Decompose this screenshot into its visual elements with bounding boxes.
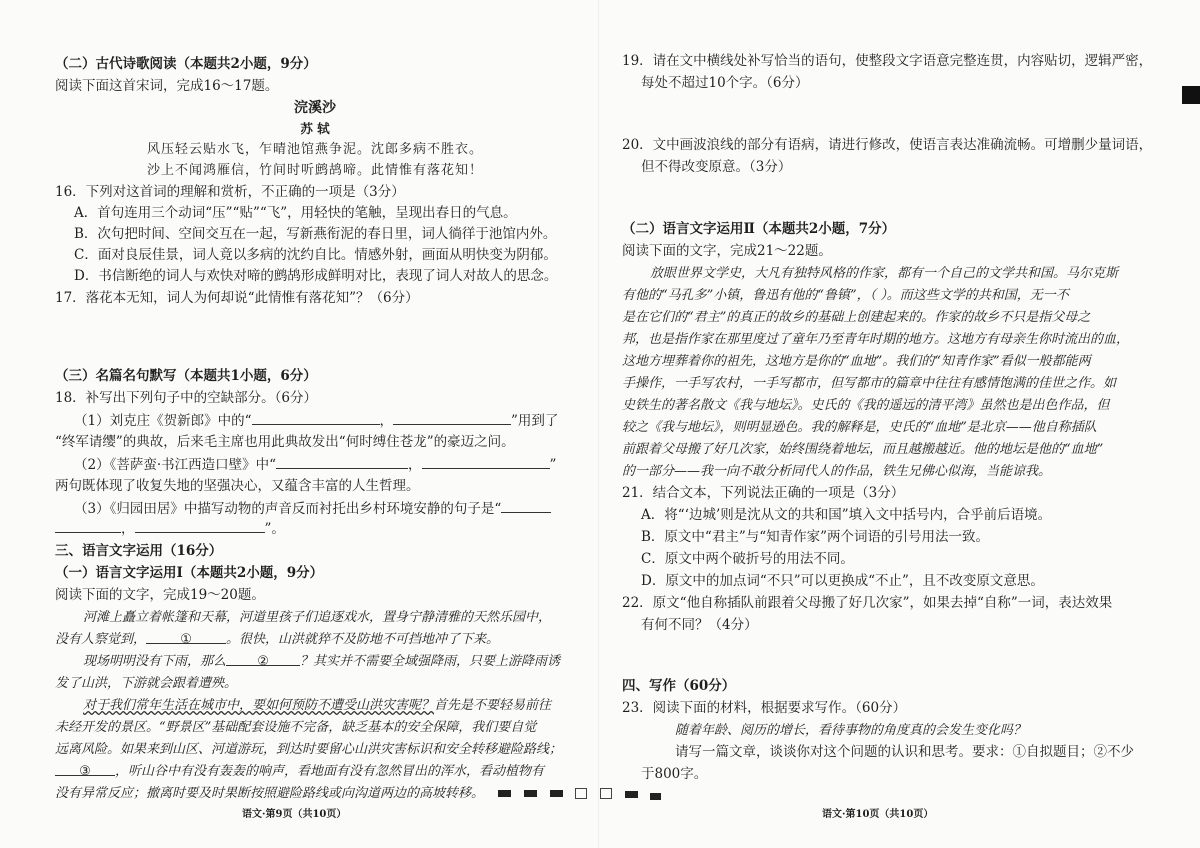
poem-title: 浣溪沙 bbox=[294, 100, 336, 116]
q16-option-a: A．首句连用三个动词“压”“贴”“飞”，用轻快的笔触，呈现出春日的气息。 bbox=[74, 205, 517, 221]
q19-line1: 19．请在文中横线处补写恰当的语句，使整段文字语意完整连贯，内容贴切，逻辑严密， bbox=[622, 53, 1153, 69]
passage-line-9: 前跟着父母搬了好几次家，始终围绕着地坛，而且越搬越近。他的地坛是他的“血地” bbox=[622, 442, 1104, 457]
writing-header: 四、写作（60分） bbox=[622, 678, 736, 694]
passage-line-6: 手操作，一手写农村，一手写都市，但写都市的篇章中往往有感情饱满的佳世之作。如 bbox=[622, 376, 1117, 391]
poetry-instruction: 阅读下面这首宋词，完成16～17题。 bbox=[55, 78, 279, 94]
wavy-underlined-sentence: 对于我们常年生活在城市中，要如何预防不遭受山洪灾害呢？ bbox=[83, 698, 435, 713]
mingpian-section-header: （三）名篇名句默写（本题共1小题，6分） bbox=[55, 368, 317, 384]
registration-mark-1 bbox=[498, 790, 511, 797]
passage-line-7: 史铁生的著名散文《我与地坛》。史氏的《我的遥远的清平湾》虽然也是出色作品，但 bbox=[622, 398, 1110, 413]
q18-stem: 18．补写出下列句子中的空缺部分。（6分） bbox=[55, 390, 318, 406]
passage2-line1: 现场明明没有下雨，那么 ② ？其实并不需要全域强降雨，只要上游降雨诱 bbox=[55, 651, 560, 673]
q19-line2: 每处不超过10个字。（6分） bbox=[641, 75, 809, 91]
passage3-line2: 未经开发的景区。“野景区”基础配套设施不完备，缺乏基本的安全保障，我们要自觉 bbox=[55, 720, 537, 735]
poem-author: 苏 轼 bbox=[300, 121, 330, 136]
q18-item-3: （3）《归园田居》中描写动物的声音反而衬托出乡村环境安静的句子是“ bbox=[55, 498, 551, 521]
q16-option-b: B．次句把时间、空间交互在一起，写新燕衔泥的春日里，词人徜徉于池馆内外。 bbox=[74, 226, 557, 242]
section2-instruction: 阅读下面的文字，完成21～22题。 bbox=[622, 243, 832, 259]
writing-requirement-line2: 于800字。 bbox=[641, 766, 708, 782]
passage-line-8: 较之《我与地坛》，则明显逊色。我的解释是，史氏的“血地”是北京——他自称插队 bbox=[622, 420, 1097, 435]
passage-line-4: 邦，也是指作家在那里度过了童年乃至青年时期的地方。这地方有母亲生你时流出的血， bbox=[622, 332, 1130, 347]
q18-3-blank-c[interactable] bbox=[135, 518, 265, 533]
passage1-line1: 河滩上矗立着帐篷和天幕，河道里孩子们追逐戏水，置身宁静清雅的天然乐园中， bbox=[83, 610, 552, 625]
passage3-line5: 没有异常反应；撤离时要及时果断按照避险路线或向沟道两边的高坡转移。 bbox=[55, 786, 485, 801]
passage-line-3: 是在它们的“君主”的真正的故乡的基础上创建起来的。作家的故乡不只是指父母之 bbox=[622, 310, 1091, 325]
q21-option-a: A．将“‘边城’则是沈从文的共和国”填入文中括号内，合乎前后语境。 bbox=[641, 507, 1052, 523]
right-page bbox=[622, 0, 1153, 848]
registration-box-1 bbox=[575, 788, 587, 799]
q21-option-b: B．原文中“君主”与“知青作家”两个词语的引号用法一致。 bbox=[641, 529, 990, 545]
q21-stem: 21．结合文本，下列说法正确的一项是（3分） bbox=[622, 485, 905, 501]
section3-header: 三、语言文字运用（16分） bbox=[55, 543, 223, 559]
scan-edge-marker bbox=[1182, 86, 1200, 104]
q17: 17．落花本无知，词人为何却说“此情惟有落花知”？（6分） bbox=[55, 290, 419, 306]
q21-option-d: D．原文中的加点词“不只”可以更换成“不止”，且不改变原文意思。 bbox=[641, 573, 1044, 589]
q20-line1: 20．文中画波浪线的部分有语病，请进行修改，使语言表达准确流畅。可增删少量词语， bbox=[622, 137, 1153, 153]
writing-requirement-line1: 请写一篇文章，谈谈你对这个问题的认识和思考。要求：①自拟题目；②不少 bbox=[675, 744, 1134, 760]
section2-header: （二）语言文字运用Ⅱ（本题共2小题，7分） bbox=[622, 221, 896, 237]
answer-blank-1[interactable]: ① bbox=[146, 629, 226, 644]
left-page-footer: 语文·第9页（共10页） bbox=[242, 809, 347, 820]
q18-item-1-cont: “终军请缨”的典故，后来毛主席也用此典故发出“何时缚住苍龙”的豪迈之问。 bbox=[55, 434, 515, 450]
passage-line-10: 的一部分——我一向不敢分析同代人的作品，铁生兄佛心似海，当能谅我。 bbox=[622, 464, 1052, 479]
q20-line2: 但不得改变原意。（3分） bbox=[641, 159, 792, 175]
q18-item-1: （1）刘克庄《贺新郎》中的“ ， ”用到了 bbox=[55, 410, 558, 433]
passage-line-5: 这地方埋葬着你的祖先，这地方是你的“血地”。我们的“知青作家”看似一般都能两 bbox=[622, 354, 1091, 369]
page-divider bbox=[598, 0, 599, 848]
answer-blank-3[interactable]: ③ bbox=[55, 761, 115, 776]
q21-option-c: C．原文中两个破折号的用法不同。 bbox=[641, 551, 854, 567]
passage1-line2: 没有人察觉到， ① 。很快，山洪就猝不及防地不可挡地冲了下来。 bbox=[55, 629, 499, 651]
q16-option-d: D．书信断绝的词人与欢快对啼的鹧鸪形成鲜明对比，表现了词人对故人的思念。 bbox=[74, 268, 558, 284]
passage3-line4: ③ ，听山谷中有没有轰轰的响声，看地面有没有忽然冒出的浑水，看动植物有 bbox=[55, 761, 544, 783]
poem-line-2: 沙上不闻鸿雁信，竹间时听鹧鸪啼。此情惟有落花知！ bbox=[146, 163, 483, 178]
q18-2-blank-a[interactable] bbox=[276, 454, 408, 469]
q16-stem: 16．下列对这首词的理解和赏析，不正确的一项是（3分） bbox=[55, 184, 405, 200]
registration-mark-2 bbox=[524, 790, 537, 797]
section3-instruction: 阅读下面的文字，完成19～20题。 bbox=[55, 587, 265, 603]
passage2-line2: 发了山洪，下游就会跟着遭殃。 bbox=[55, 676, 238, 691]
q18-item-3-cont: ， ”。 bbox=[55, 518, 285, 541]
right-page-footer: 语文·第10页（共10页） bbox=[822, 809, 934, 820]
q18-3-blank-a[interactable] bbox=[501, 498, 551, 513]
passage3-line3: 远离风险。如果来到山区、河道游玩，到达时要留心山洪灾害标识和安全转移避险路线； bbox=[55, 742, 563, 757]
registration-box-2 bbox=[600, 788, 612, 799]
writing-material: 随着年龄、阅历的增长，看待事物的角度真的会发生变化吗？ bbox=[675, 723, 1027, 738]
q16-option-c: C．面对良辰佳景，词人竟以多病的沈约自比。情感外射，画面从明快变为阴郁。 bbox=[74, 247, 557, 263]
q18-item-2-cont: 两句既体现了收复失地的坚强决心，又蕴含丰富的人生哲理。 bbox=[55, 478, 420, 494]
poem-line-1: 风压轻云贴水飞，乍晴池馆燕争泥。沈郎多病不胜衣。 bbox=[146, 142, 483, 157]
q22-line2: 有何不同？（4分） bbox=[641, 617, 758, 633]
q18-3-blank-b[interactable] bbox=[55, 518, 121, 533]
left-page bbox=[55, 0, 575, 848]
q18-item-2: （2）《菩萨蛮·书江西造口壁》中“ ， ” bbox=[55, 454, 556, 477]
registration-mark-3 bbox=[550, 790, 563, 797]
q18-1-blank-b[interactable] bbox=[393, 410, 511, 425]
passage-line-1: 放眼世界文学史，大凡有独特风格的作家，都有一个自己的文学共和国。马尔克斯 bbox=[650, 266, 1119, 281]
passage-line-2: 有他的“马孔多”小镇，鲁迅有他的“鲁镇”，（ ）。而这些文学的共和国，无一不 bbox=[622, 288, 1069, 303]
q18-1-blank-a[interactable] bbox=[252, 410, 380, 425]
passage3-line1: 对于我们常年生活在城市中，要如何预防不遭受山洪灾害呢？首先是不要轻易前往 bbox=[83, 698, 552, 713]
answer-blank-2[interactable]: ② bbox=[226, 651, 300, 666]
poetry-section-header: （二）古代诗歌阅读（本题共2小题，9分） bbox=[55, 56, 317, 72]
q18-2-blank-b[interactable] bbox=[422, 454, 550, 469]
q22-line1: 22．原文“他自称插队前跟着父母搬了好几次家”，如果去掉“自称”一词，表达效果 bbox=[622, 595, 1113, 611]
q23-stem: 23．阅读下面的材料，根据要求写作。（60分） bbox=[622, 700, 907, 716]
section3-sub-header: （一）语言文字运用Ⅰ（本题共2小题，9分） bbox=[55, 565, 324, 581]
